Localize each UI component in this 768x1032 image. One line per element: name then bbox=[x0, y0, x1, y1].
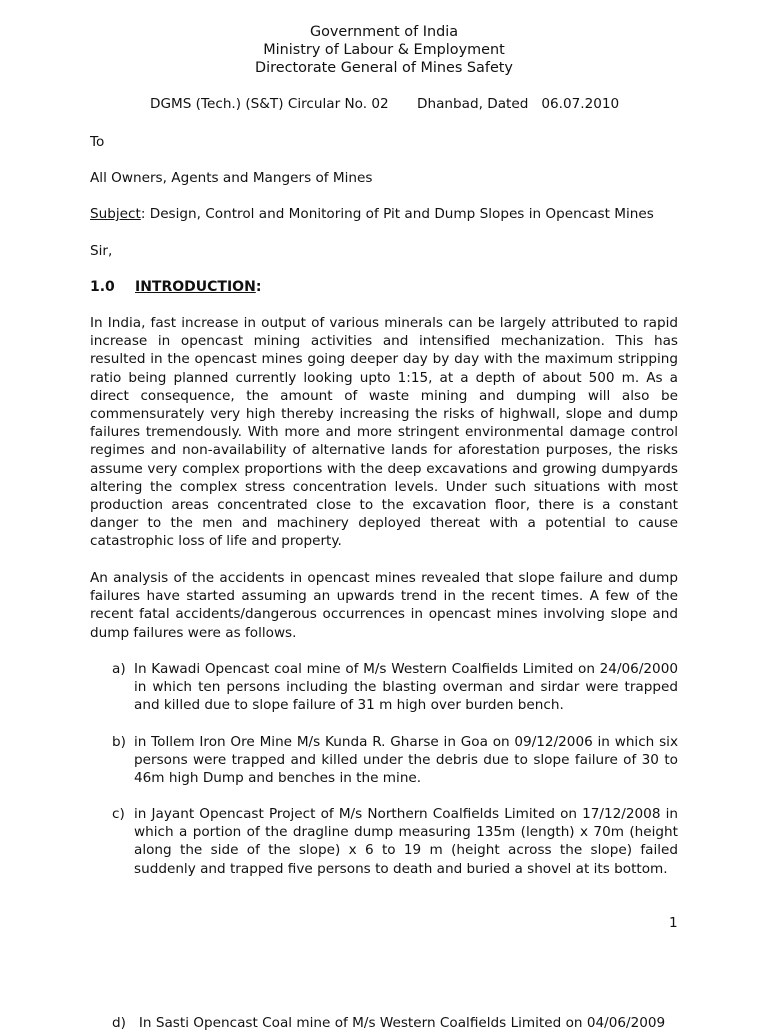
list-marker: a) bbox=[112, 661, 126, 677]
next-page-fragment: d) In Sasti Opencast Coal mine of M/s Western Coalfields Limited on 04/06/2009 bbox=[112, 1015, 666, 1031]
section-title-text: INTRODUCTION bbox=[135, 279, 256, 295]
list-item-text: in Jayant Opencast Project of M/s Northern Coalfields Limited on 17/12/2008 in which a portion of the dragline dump measuring 135m (length) x 70m (height along the side of the slope) x 6 to 19 m (height across the slope) failed suddenly and trapped five persons to death and buried a shovel at its bottom. bbox=[134, 806, 678, 877]
circular-place-date: Dhanbad, Dated 06.07.2010 bbox=[417, 96, 620, 112]
to-label: To bbox=[90, 134, 105, 150]
subject-text: : Design, Control and Monitoring of Pit and Dump Slopes in Opencast Mines bbox=[140, 206, 654, 222]
page-number: 1 bbox=[669, 915, 678, 931]
header-ministry: Ministry of Labour & Employment bbox=[263, 42, 505, 58]
section-title-colon: : bbox=[255, 279, 262, 295]
list-item-text: in Tollem Iron Ore Mine M/s Kunda R. Gharse in Goa on 09/12/2006 in which six persons were trapped and killed under the debris due to slope failure of 30 to 46m high Dump and benches in the mine. bbox=[134, 734, 678, 787]
list-marker: b) bbox=[112, 734, 126, 750]
subject-line bbox=[90, 205, 654, 223]
paragraph-analysis: An analysis of the accidents in opencast mines revealed that slope failure and dump failures have started assuming an upwards trend in the recent times. A few of the recent fatal accidents/dangerous occurrences in opencast mines involving slope and dump failures were as follows. bbox=[90, 570, 678, 641]
list-marker: c) bbox=[112, 806, 125, 822]
list-item bbox=[112, 805, 678, 878]
salutation: Sir, bbox=[90, 243, 113, 259]
subject-label: Subject bbox=[90, 206, 141, 222]
paragraph-introduction: In India, fast increase in output of various minerals can be largely attributed to rapid increase in opencast mining activities and intensified mechanization. This has resulted in the opencast mines going deeper day by day with the maximum stripping ratio being planned currently looking upto 1:15, at a depth of about 500 m. As a direct consequence, the amount of waste mining and dumping will also be commensurately very high thereby increasing the risks of highwall, slope and dump failures tremendously. With more and more stringent environmental damage control regimes and non-availability of alternative lands for aforestation purposes, the risks assume very complex proportions with the deep excavations and growing dumpyards altering the complex stress concentration levels. Under such situations with most production areas concentrated close to the excavation floor, there is a constant danger to the men and machinery deployed thereat with a potential to cause catastrophic loss of life and property. bbox=[90, 315, 678, 550]
circular-number: DGMS (Tech.) (S&T) Circular No. 02 bbox=[150, 96, 389, 112]
section-title bbox=[135, 278, 261, 296]
list-item bbox=[112, 733, 678, 788]
header-government: Government of India bbox=[309, 24, 459, 40]
list-item-text: In Kawadi Opencast coal mine of M/s Western Coalfields Limited on 24/06/2000 in which ten persons including the blasting overman and sirdar were trapped and killed due to slope failure of 31 m high over burden bench. bbox=[134, 661, 678, 714]
section-number: 1.0 bbox=[90, 279, 115, 295]
list-item bbox=[112, 660, 678, 715]
addressee: All Owners, Agents and Mangers of Mines bbox=[90, 170, 373, 186]
header-directorate: Directorate General of Mines Safety bbox=[255, 60, 513, 76]
